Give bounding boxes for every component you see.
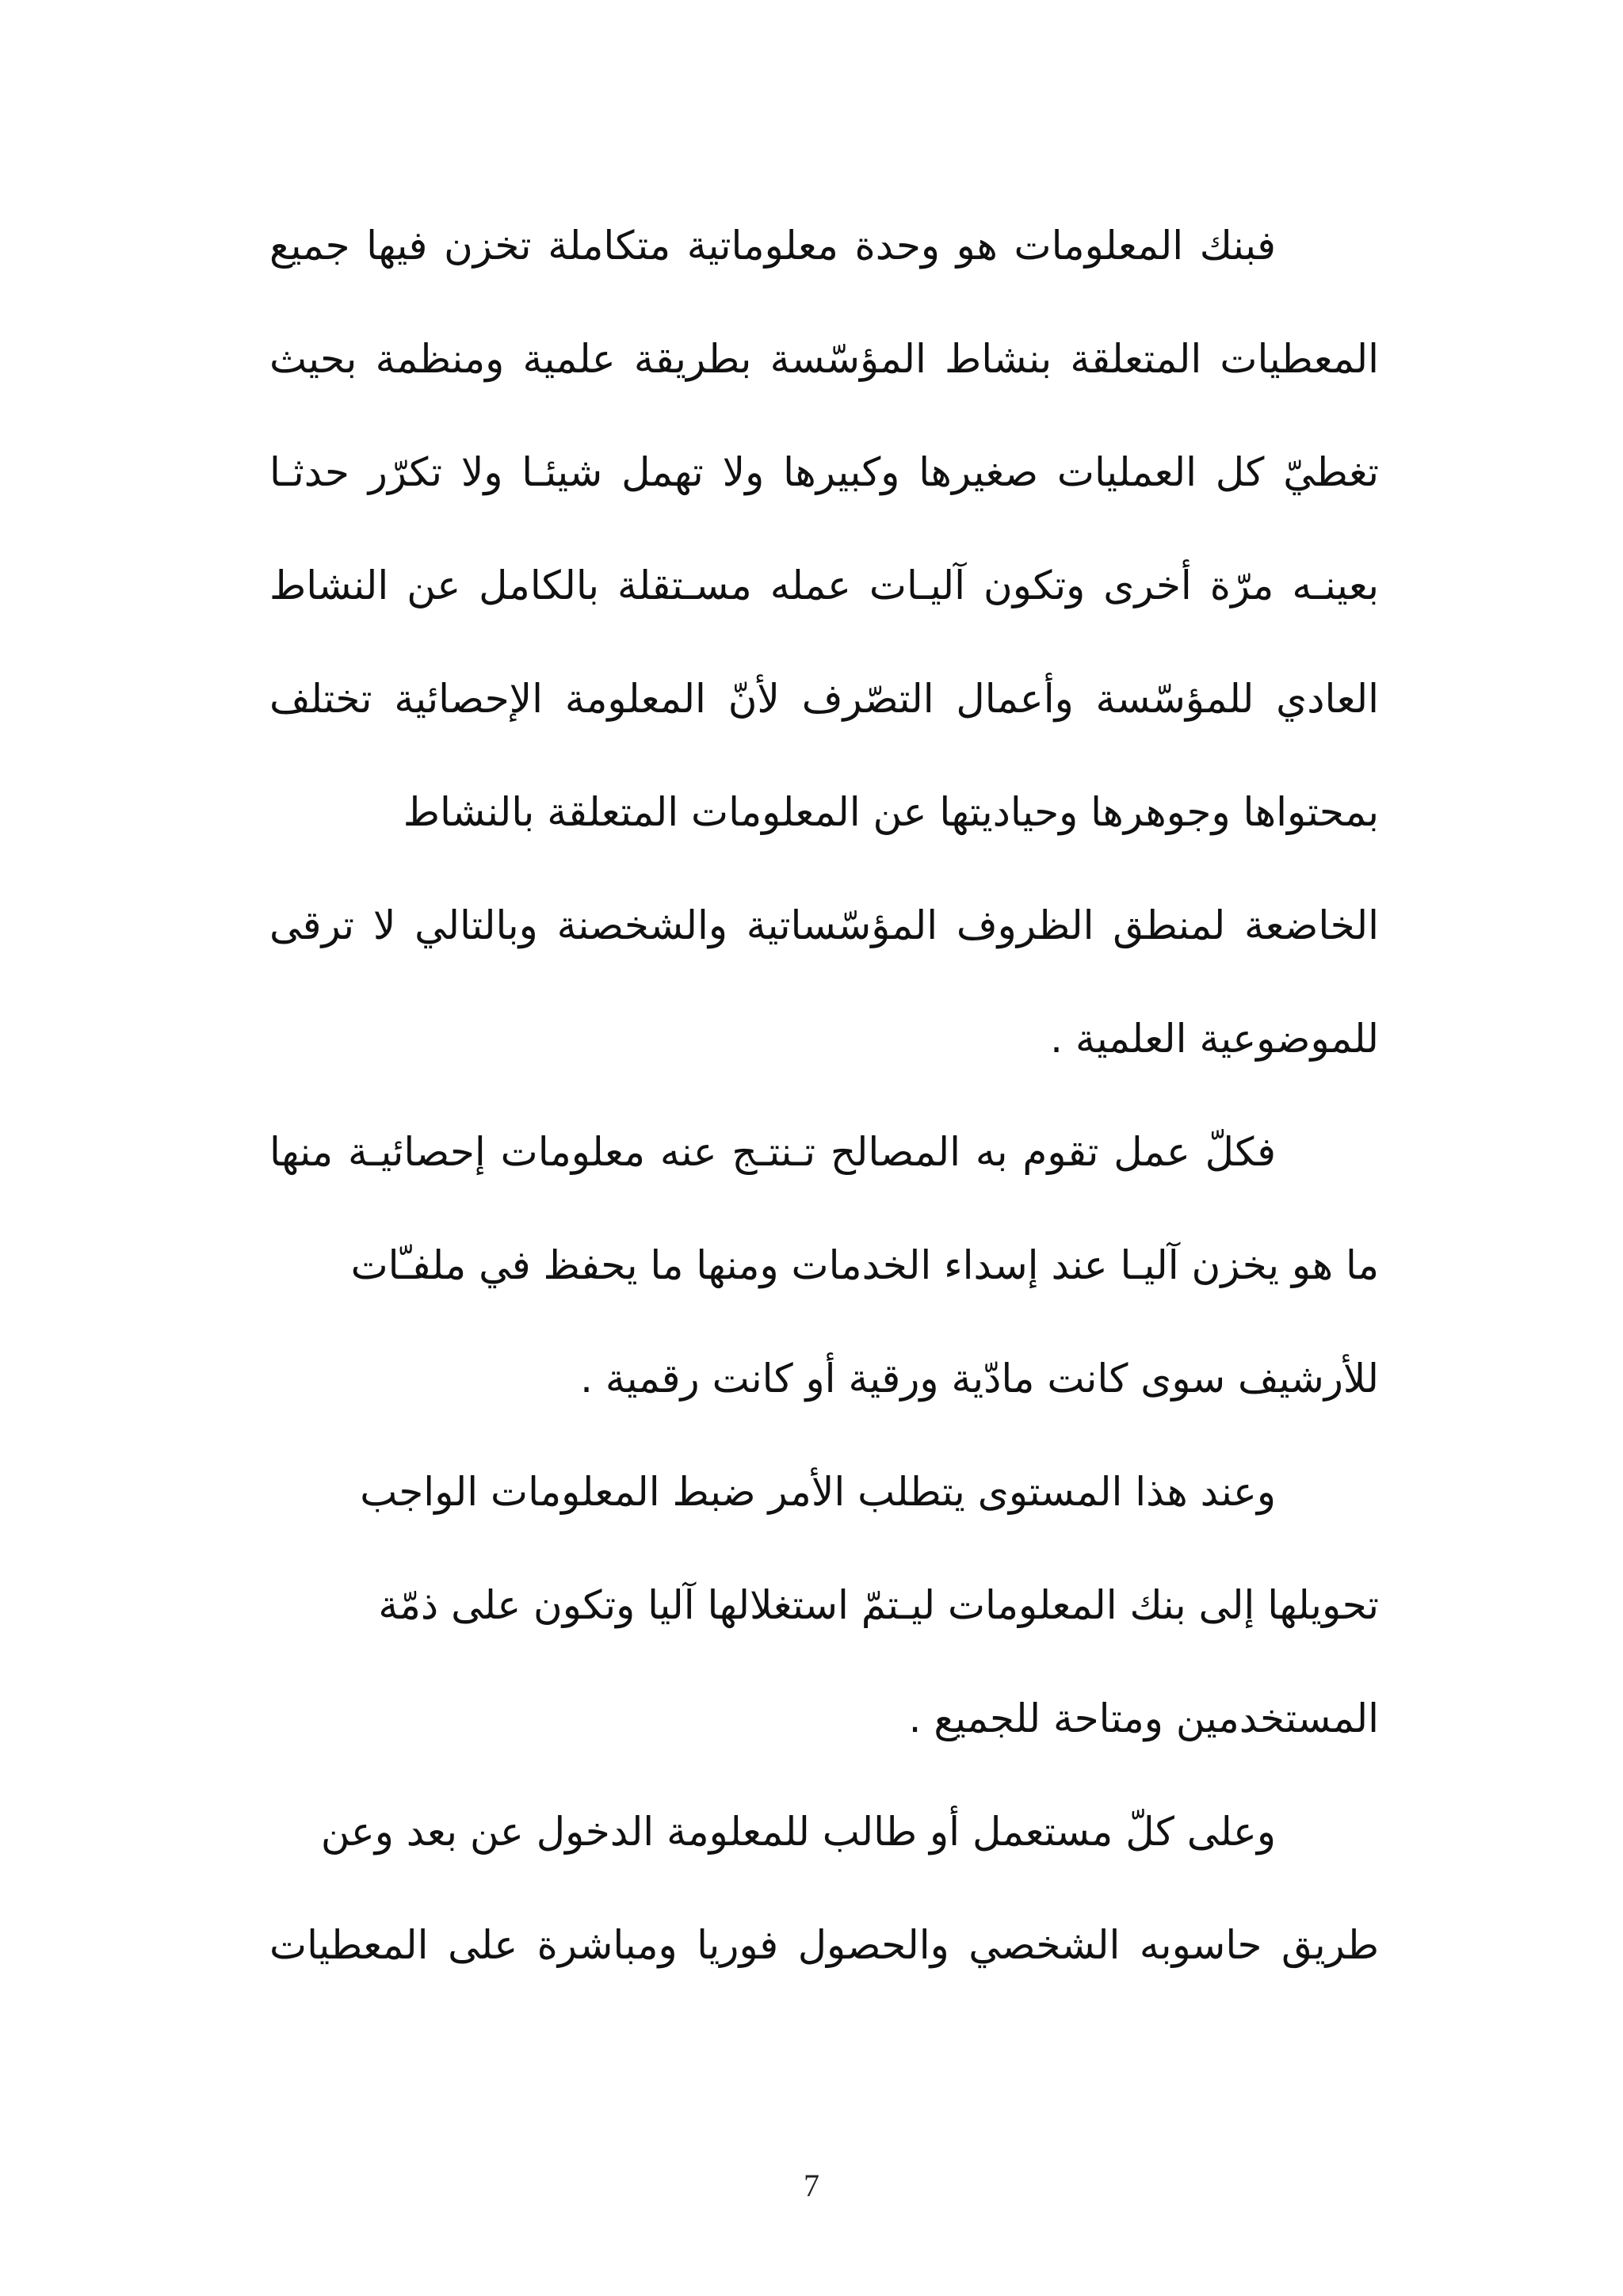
page-number: 7: [804, 2168, 819, 2203]
paragraph-3-line-3: المستخدمين ومتاحة للجميع .: [908, 1695, 1379, 1741]
paragraph-1-line-2: المعطيات المتعلقة بنشاط المؤسّسة بطريقة علمية ومنظمة بحيث: [269, 336, 1379, 382]
paragraph-2-line-2: ما هو يخزن آليـا عند إسداء الخدمات ومنها ما يحفظ في ملفـّات: [350, 1242, 1379, 1288]
paragraph-1-line-4: بعينـه مرّة أخرى وتكون آليـات عمله مسـتقلة بالكامل عن النشاط: [269, 563, 1379, 608]
paragraph-1-line-8: للموضوعية العلمية .: [1050, 1016, 1379, 1062]
paragraph-1-line-7: الخاضعة لمنطق الظروف المؤسّساتية والشخصنة وبالتالي لا ترقى: [269, 902, 1379, 948]
paragraph-1-line-1: فبنك المعلومات هو وحدة معلوماتية متكاملة تخزن فيها جميع: [269, 223, 1276, 269]
paragraph-2-line-1: فكلّ عمل تقوم به المصالح تـنتـج عنه معلومات إحصائيـة منها: [269, 1129, 1276, 1175]
paragraph-3-line-2: تحويلها إلى بنك المعلومات ليـتمّ استغلالها آليا وتكون على ذمّة: [378, 1582, 1379, 1628]
paragraph-2-line-3: للأرشيف سوى كانت مادّية ورقية أو كانت رقمية .: [580, 1356, 1379, 1402]
paragraph-1-line-6: بمحتواها وجوهرها وحياديتها عن المعلومات المتعلقة بالنشاط: [403, 789, 1379, 835]
paragraph-4-line-2: طريق حاسوبه الشخصي والحصول فوريا ومباشرة على المعطيات: [269, 1922, 1379, 1968]
paragraph-1-line-3: تغطيّ كل العمليات صغيرها وكبيرها ولا تهمل شيئـا ولا تكرّر حدثـا: [269, 449, 1379, 495]
paragraph-3-line-1: وعند هذا المستوى يتطلب الأمر ضبط المعلومات الواجب: [360, 1469, 1276, 1515]
body-text: [269, 202, 1379, 2015]
paragraph-1-line-5: العادي للمؤسّسة وأعمال التصّرف لأنّ المعلومة الإحصائية تختلف: [269, 676, 1379, 722]
paragraph-4-line-1: وعلى كلّ مستعمل أو طالب للمعلومة الدخول عن بعد وعن: [320, 1809, 1276, 1855]
